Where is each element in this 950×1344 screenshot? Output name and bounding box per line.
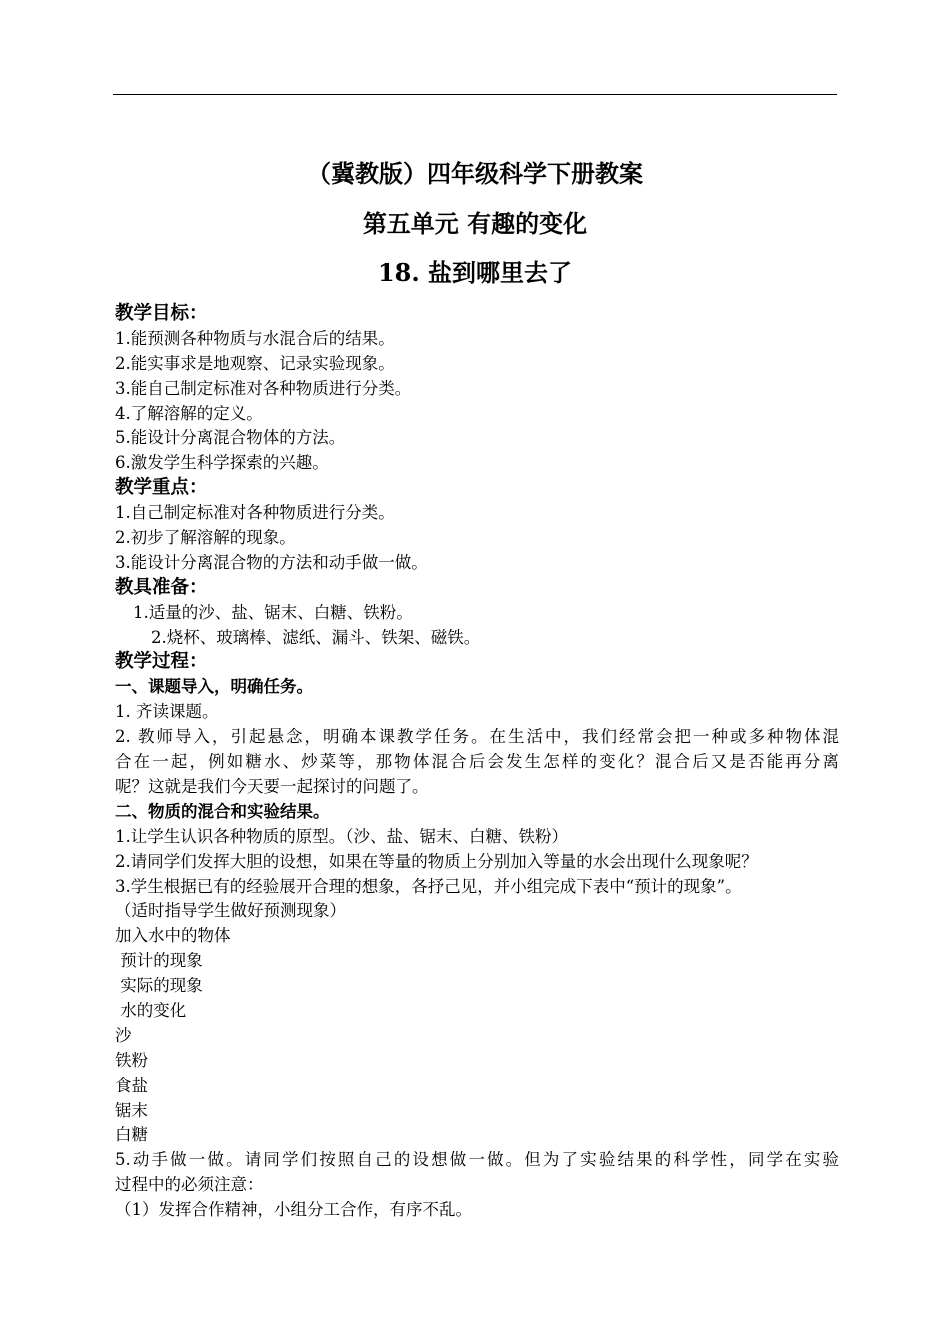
table-row: 白糖 (115, 1125, 148, 1145)
process-item: 2.请同学们发挥大胆的设想，如果在等量的物质上分别加入等量的水会出现什么现象呢？ (115, 851, 758, 871)
process-item: （适时指导学生做好预测现象） (115, 901, 346, 921)
lesson-body (115, 302, 839, 1223)
key-point-item: 3.能设计分离混合物的方法和动手做一做。 (115, 552, 428, 572)
experiment-paragraph (115, 1148, 839, 1198)
objective-item: 6.激发学生科学探索的兴趣。 (115, 453, 329, 473)
section-heading: 一、课题导入，明确任务。 (115, 677, 313, 697)
material-item: 2.烧杯、玻璃棒、滤纸、漏斗、铁架、磁铁。 (151, 627, 481, 647)
paragraph-line: 呢？这就是我们今天要一起探讨的问题了。 (115, 776, 429, 796)
materials-heading: 教具准备： (115, 576, 208, 598)
table-row: 锯末 (115, 1100, 148, 1120)
process-item: 1.让学生认识各种物质的原型。（沙、盐、锯末、白糖、铁粉） (115, 826, 568, 846)
paragraph-line: 合在一起，例如糖水、炒菜等，那物体混合后会发生怎样的变化？混合后又是否能再分离 (115, 752, 839, 772)
material-item: 1.适量的沙、盐、锯末、白糖、铁粉。 (133, 602, 413, 622)
table-header-object: 加入水中的物体 (115, 926, 231, 946)
table-header-predicted: 预计的现象 (115, 951, 203, 971)
key-points-heading: 教学重点： (115, 477, 208, 499)
table-row: 沙 (115, 1025, 132, 1045)
key-point-item: 1.自己制定标准对各种物质进行分类。 (115, 503, 395, 523)
intro-paragraph (115, 725, 839, 800)
lesson-title: 18. 盐到哪里去了 (377, 258, 573, 287)
table-row: 食盐 (115, 1075, 148, 1095)
process-heading: 教学过程： (115, 651, 208, 673)
key-point-item: 2.初步了解溶解的现象。 (115, 528, 296, 548)
table-row: 铁粉 (115, 1050, 148, 1070)
unit-title: 第五单元 有趣的变化 (362, 209, 588, 238)
objective-item: 1.能预测各种物质与水混合后的结果。 (115, 328, 395, 348)
table-header-water-change: 水的变化 (115, 1000, 187, 1020)
paragraph-line: 2. 教师导入，引起悬念，明确本课教学任务。在生活中，我们经常会把一种或多种物体混 (115, 727, 839, 747)
document-title: （冀教版）四年级科学下册教案 (307, 159, 643, 188)
objective-item: 2.能实事求是地观察、记录实验现象。 (115, 353, 395, 373)
process-item: 3.学生根据已有的经验展开合理的想象，各抒己见，并小组完成下表中“预计的现象”。 (115, 876, 742, 896)
paragraph-line: 过程中的必须注意： (115, 1175, 264, 1195)
header-rule (113, 94, 837, 95)
objectives-heading: 教学目标： (115, 303, 208, 324)
paragraph-line: 5.动手做一做。请同学们按照自己的设想做一做。但为了实验结果的科学性，同学在实验 (115, 1150, 839, 1170)
process-item: 1. 齐读课题。 (115, 702, 219, 722)
objective-item: 4.了解溶解的定义。 (115, 403, 263, 423)
objective-item: 3.能自己制定标准对各种物质进行分类。 (115, 378, 412, 398)
note-item: （1）发挥合作精神，小组分工合作，有序不乱。 (115, 1200, 472, 1220)
section-heading: 二、物质的混合和实验结果。 (115, 801, 330, 821)
objective-item: 5.能设计分离混合物体的方法。 (115, 428, 346, 448)
table-header-actual: 实际的现象 (115, 976, 203, 996)
